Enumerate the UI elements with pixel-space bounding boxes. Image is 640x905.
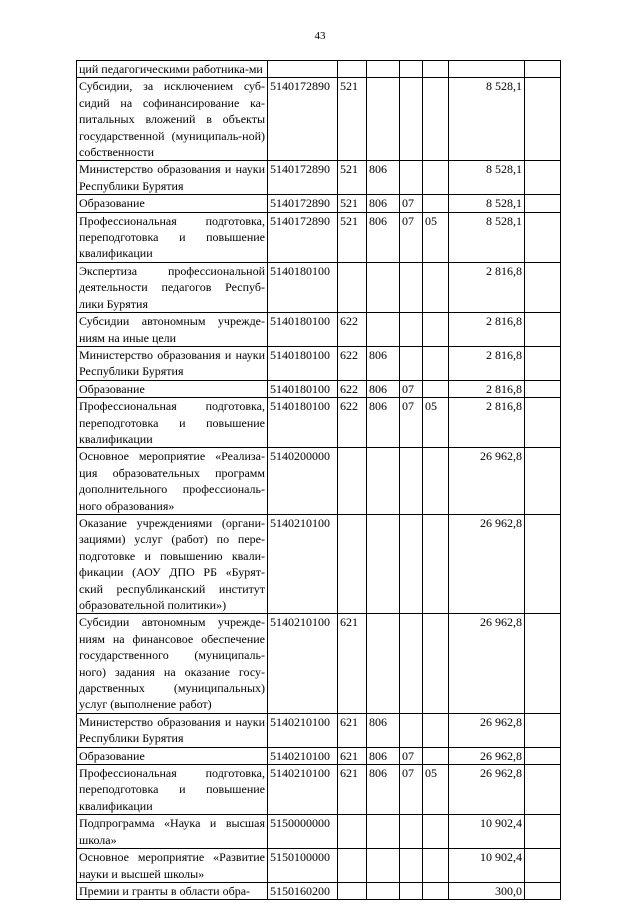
- row-name-cell: Субсидии автономным учрежде-ниям на иные цели: [77, 313, 268, 347]
- row-code-cell: 5140180100: [268, 262, 338, 312]
- row-code-cell: 5140172890: [268, 78, 338, 161]
- row-gr-cell: [367, 313, 400, 347]
- row-gr-cell: 806: [367, 380, 400, 397]
- row-name-cell: Министерство образования и науки Республики Бурятия: [77, 346, 268, 380]
- row-pr-cell: [423, 195, 449, 212]
- row-vr-cell: 621: [338, 614, 367, 713]
- table-row: [77, 313, 561, 347]
- row-vr-cell: 521: [338, 161, 367, 195]
- row-name-cell: Субсидии, за исключением суб-сидий на софинансирование ка-питальных вложений в объекты государственной (муниципаль-ной) собственности: [77, 78, 268, 161]
- row-gr-cell: [367, 614, 400, 713]
- row-rz-cell: [400, 78, 423, 161]
- row-pr-cell: [423, 262, 449, 312]
- row-amount-cell: 2 816,8: [449, 346, 525, 380]
- table-row: [77, 212, 561, 262]
- page-number: 43: [314, 30, 326, 42]
- table-row: [77, 61, 561, 78]
- row-pr-cell: [423, 815, 449, 849]
- budget-table: [76, 60, 561, 900]
- row-empty-cell: [525, 262, 561, 312]
- row-pr-cell: [423, 882, 449, 899]
- row-name-cell: Образование: [77, 380, 268, 397]
- table-row: [77, 262, 561, 312]
- row-rz-cell: [400, 448, 423, 515]
- row-code-cell: 5140180100: [268, 398, 338, 448]
- row-amount-cell: 2 816,8: [449, 262, 525, 312]
- row-pr-cell: 05: [423, 398, 449, 448]
- row-vr-cell: 621: [338, 747, 367, 764]
- row-pr-cell: [423, 346, 449, 380]
- row-pr-cell: [423, 448, 449, 515]
- row-code-cell: 5140210100: [268, 614, 338, 713]
- row-gr-cell: [367, 882, 400, 899]
- row-code-cell: 5140172890: [268, 195, 338, 212]
- row-gr-cell: 806: [367, 161, 400, 195]
- row-amount-cell: 8 528,1: [449, 195, 525, 212]
- table-row: [77, 398, 561, 448]
- row-amount-cell: 26 962,8: [449, 713, 525, 747]
- row-gr-cell: [367, 61, 400, 78]
- row-gr-cell: [367, 815, 400, 849]
- row-vr-cell: 622: [338, 398, 367, 448]
- row-empty-cell: [525, 747, 561, 764]
- row-name-cell: Экспертиза профессиональной деятельности педагогов Респуб-лики Бурятия: [77, 262, 268, 312]
- row-amount-cell: 26 962,8: [449, 514, 525, 613]
- row-vr-cell: 621: [338, 765, 367, 815]
- row-empty-cell: [525, 380, 561, 397]
- row-gr-cell: 806: [367, 747, 400, 764]
- row-amount-cell: 26 962,8: [449, 765, 525, 815]
- row-code-cell: 5140210100: [268, 765, 338, 815]
- row-amount-cell: 8 528,1: [449, 161, 525, 195]
- row-vr-cell: 622: [338, 313, 367, 347]
- row-empty-cell: [525, 161, 561, 195]
- row-code-cell: 5140180100: [268, 346, 338, 380]
- row-vr-cell: [338, 514, 367, 613]
- row-vr-cell: [338, 61, 367, 78]
- row-empty-cell: [525, 614, 561, 713]
- row-pr-cell: [423, 747, 449, 764]
- row-pr-cell: [423, 161, 449, 195]
- row-rz-cell: 07: [400, 212, 423, 262]
- row-name-cell: Министерство образования и науки Республики Бурятия: [77, 713, 268, 747]
- row-empty-cell: [525, 815, 561, 849]
- row-gr-cell: 806: [367, 346, 400, 380]
- row-rz-cell: [400, 262, 423, 312]
- row-code-cell: 5140210100: [268, 514, 338, 613]
- table-row: [77, 765, 561, 815]
- row-vr-cell: 622: [338, 346, 367, 380]
- row-rz-cell: [400, 313, 423, 347]
- row-rz-cell: [400, 161, 423, 195]
- row-name-cell: Образование: [77, 747, 268, 764]
- row-code-cell: 5150100000: [268, 849, 338, 883]
- row-rz-cell: [400, 849, 423, 883]
- row-code-cell: [268, 61, 338, 78]
- row-empty-cell: [525, 61, 561, 78]
- table-row: [77, 614, 561, 713]
- table-row: [77, 78, 561, 161]
- row-code-cell: 5150000000: [268, 815, 338, 849]
- row-amount-cell: 8 528,1: [449, 212, 525, 262]
- row-gr-cell: 806: [367, 195, 400, 212]
- row-pr-cell: [423, 614, 449, 713]
- row-vr-cell: [338, 882, 367, 899]
- row-vr-cell: [338, 849, 367, 883]
- row-gr-cell: 806: [367, 765, 400, 815]
- row-amount-cell: 10 902,4: [449, 849, 525, 883]
- row-amount-cell: 2 816,8: [449, 380, 525, 397]
- row-amount-cell: 26 962,8: [449, 747, 525, 764]
- row-pr-cell: [423, 380, 449, 397]
- table-row: [77, 161, 561, 195]
- row-name-cell: Субсидии автономным учрежде-ниям на финансовое обеспечение государственного (муниципаль-ного) задания на оказание госу-дарственных (муниципальных) услуг (выполнение работ): [77, 614, 268, 713]
- row-empty-cell: [525, 765, 561, 815]
- row-pr-cell: [423, 713, 449, 747]
- row-name-cell: Образование: [77, 195, 268, 212]
- row-empty-cell: [525, 212, 561, 262]
- row-empty-cell: [525, 448, 561, 515]
- row-empty-cell: [525, 313, 561, 347]
- row-vr-cell: 521: [338, 78, 367, 161]
- table-row: [77, 713, 561, 747]
- row-rz-cell: 07: [400, 765, 423, 815]
- row-vr-cell: 521: [338, 195, 367, 212]
- row-empty-cell: [525, 78, 561, 161]
- row-code-cell: 5140200000: [268, 448, 338, 515]
- row-rz-cell: [400, 614, 423, 713]
- row-name-cell: Основное мероприятие «Развитие науки и высшей школы»: [77, 849, 268, 883]
- row-pr-cell: [423, 313, 449, 347]
- row-gr-cell: [367, 849, 400, 883]
- row-gr-cell: 806: [367, 212, 400, 262]
- row-code-cell: 5140180100: [268, 380, 338, 397]
- row-empty-cell: [525, 882, 561, 899]
- row-code-cell: 5140210100: [268, 747, 338, 764]
- row-pr-cell: 05: [423, 765, 449, 815]
- row-rz-cell: [400, 713, 423, 747]
- row-code-cell: 5140210100: [268, 713, 338, 747]
- row-name-cell: Премии и гранты в области обра-: [77, 882, 268, 899]
- row-rz-cell: [400, 882, 423, 899]
- row-name-cell: Профессиональная подготовка, переподготовка и повышение квалификации: [77, 212, 268, 262]
- row-vr-cell: 521: [338, 212, 367, 262]
- row-pr-cell: [423, 61, 449, 78]
- row-pr-cell: [423, 514, 449, 613]
- row-code-cell: 5140180100: [268, 313, 338, 347]
- table-row: [77, 195, 561, 212]
- row-name-cell: Основное мероприятие «Реализа-ция образовательных программ дополнительного профессиональ-ного образования»: [77, 448, 268, 515]
- row-code-cell: 5140172890: [268, 212, 338, 262]
- row-code-cell: 5150160200: [268, 882, 338, 899]
- row-empty-cell: [525, 849, 561, 883]
- row-rz-cell: 07: [400, 398, 423, 448]
- row-vr-cell: [338, 262, 367, 312]
- row-empty-cell: [525, 398, 561, 448]
- row-gr-cell: 806: [367, 713, 400, 747]
- table-row: [77, 514, 561, 613]
- row-vr-cell: [338, 448, 367, 515]
- row-gr-cell: [367, 78, 400, 161]
- row-code-cell: 5140172890: [268, 161, 338, 195]
- row-empty-cell: [525, 514, 561, 613]
- row-rz-cell: [400, 61, 423, 78]
- row-amount-cell: 300,0: [449, 882, 525, 899]
- row-empty-cell: [525, 713, 561, 747]
- table-row: [77, 849, 561, 883]
- row-amount-cell: 26 962,8: [449, 614, 525, 713]
- row-rz-cell: [400, 815, 423, 849]
- row-rz-cell: 07: [400, 195, 423, 212]
- row-name-cell: Министерство образования и науки Республики Бурятия: [77, 161, 268, 195]
- table-row: [77, 346, 561, 380]
- table-row: [77, 815, 561, 849]
- table-row: [77, 380, 561, 397]
- row-pr-cell: 05: [423, 212, 449, 262]
- row-amount-cell: 8 528,1: [449, 78, 525, 161]
- row-amount-cell: 10 902,4: [449, 815, 525, 849]
- row-empty-cell: [525, 346, 561, 380]
- table-row: [77, 882, 561, 899]
- row-rz-cell: [400, 514, 423, 613]
- row-vr-cell: [338, 815, 367, 849]
- row-name-cell: Подпрограмма «Наука и высшая школа»: [77, 815, 268, 849]
- row-gr-cell: [367, 514, 400, 613]
- row-pr-cell: [423, 78, 449, 161]
- row-empty-cell: [525, 195, 561, 212]
- table-row: [77, 448, 561, 515]
- row-name-cell: ций педагогическими работника-ми: [77, 61, 268, 78]
- row-amount-cell: 2 816,8: [449, 313, 525, 347]
- table-body: [77, 61, 561, 900]
- row-rz-cell: [400, 346, 423, 380]
- row-amount-cell: 2 816,8: [449, 398, 525, 448]
- row-rz-cell: 07: [400, 380, 423, 397]
- row-amount-cell: [449, 61, 525, 78]
- row-gr-cell: [367, 448, 400, 515]
- row-vr-cell: 622: [338, 380, 367, 397]
- row-name-cell: Профессиональная подготовка, переподготовка и повышение квалификации: [77, 398, 268, 448]
- row-gr-cell: 806: [367, 398, 400, 448]
- row-name-cell: Профессиональная подготовка, переподготовка и повышение квалификации: [77, 765, 268, 815]
- row-amount-cell: 26 962,8: [449, 448, 525, 515]
- row-gr-cell: [367, 262, 400, 312]
- row-pr-cell: [423, 849, 449, 883]
- row-rz-cell: 07: [400, 747, 423, 764]
- row-vr-cell: 621: [338, 713, 367, 747]
- row-name-cell: Оказание учреждениями (органи-зациями) услуг (работ) по пере-подготовке и повышению квали-фикации (АОУ ДПО РБ «Бурят-ский республиканский институт образовательной политики»): [77, 514, 268, 613]
- table-row: [77, 747, 561, 764]
